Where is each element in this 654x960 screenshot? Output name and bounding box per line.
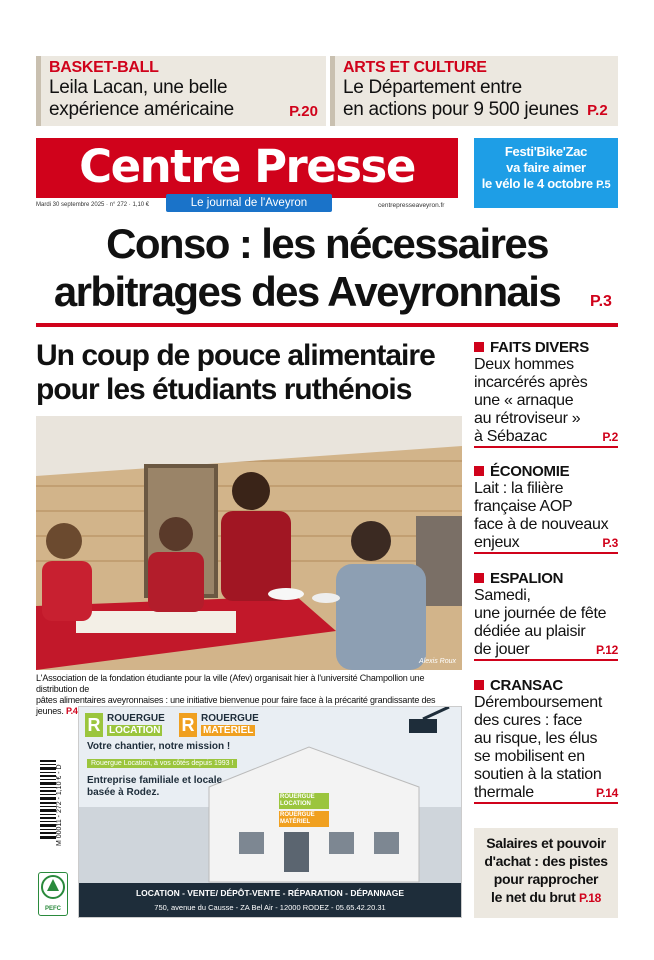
ad-address: 750, avenue du Causse - ZA Bel Air - 12000 RODEZ - 05.65.42.20.31 xyxy=(154,903,386,912)
brief-line: une journée de fête xyxy=(474,605,607,622)
teaser-basket-ball[interactable] xyxy=(36,56,326,126)
photo-illustration xyxy=(36,416,462,670)
brief-line: française AOP xyxy=(474,498,573,515)
salaires-line2: d'achat : des pistes xyxy=(484,853,608,869)
brief-line: une « arnaque xyxy=(474,392,574,409)
brief-line: à Sébazac xyxy=(474,428,547,445)
brief-rule xyxy=(474,659,618,661)
advertisement-rouergue[interactable] xyxy=(78,706,462,918)
teaser-title-line1: Leila Lacan, une belle xyxy=(49,77,228,98)
brief-faits-divers[interactable] xyxy=(474,339,618,448)
edition-date: Mardi 30 septembre 2025 · n° 272 · 1,10 € xyxy=(36,202,150,208)
brief-line: face à de nouveaux xyxy=(474,516,609,533)
brief-page: P.12 xyxy=(596,643,618,657)
caption-page: P.4 xyxy=(65,706,78,716)
pefc-logo-icon xyxy=(38,872,68,916)
lead-photo[interactable] xyxy=(36,416,462,670)
caption-line1: L'Association de la fondation étudiante pour la ville (Afev) organisait hier à l'université Champollion une distribution de xyxy=(36,673,425,694)
ad-brand-materiel: R ROUERGUE MATÉRIEL xyxy=(179,713,275,737)
caption-line2: pâtes alimentaires aveyronnaises : une initiative bienvenue pour faire face à la précarité grandissante des jeunes. xyxy=(36,695,436,716)
brief-line: Lait : la filière xyxy=(474,480,564,497)
brief-line: soutien à la station xyxy=(474,766,602,783)
teaser-salaires[interactable] xyxy=(474,828,618,918)
ad-brand1-line1: ROUERGUE xyxy=(107,713,165,724)
salaires-line4: le net du brut xyxy=(490,889,576,905)
brief-rule xyxy=(474,552,618,554)
barcode-icon xyxy=(40,760,56,840)
brief-line: thermale xyxy=(474,784,534,801)
brief-line: Samedi, xyxy=(474,587,531,604)
headline-line1: Conso : les nécessaires xyxy=(106,220,548,267)
bullet-square-icon xyxy=(474,573,484,583)
ad-sign1: ROUERGUE LOCATION xyxy=(279,793,329,809)
bullet-square-icon xyxy=(474,680,484,690)
main-headline[interactable] xyxy=(36,220,618,316)
brief-line: des cures : face xyxy=(474,712,583,729)
festi-page: P.5 xyxy=(596,179,611,191)
ad-brand2-line1: ROUERGUE xyxy=(201,713,259,724)
bullet-square-icon xyxy=(474,342,484,352)
ad-background xyxy=(79,707,462,918)
website-link[interactable]: centrepresseaveyron.fr xyxy=(378,202,445,209)
brief-line: dédiée au plaisir xyxy=(474,623,586,640)
brief-espalion[interactable] xyxy=(474,570,618,661)
salaires-line3: pour rapprocher xyxy=(493,871,599,887)
ad-brand-location: R ROUERGUE LOCATION xyxy=(85,713,175,737)
teaser-kicker: BASKET-BALL xyxy=(49,59,159,76)
brief-rule xyxy=(474,802,618,804)
festi-line3: le vélo le 4 octobre xyxy=(481,176,593,191)
ad-brand2-line2: MATÉRIEL xyxy=(203,725,254,736)
brief-kicker: CRANSAC xyxy=(490,677,563,694)
brief-rule xyxy=(474,446,618,448)
brief-cransac[interactable] xyxy=(474,677,618,804)
teaser-arts-culture[interactable] xyxy=(330,56,618,126)
salaires-line1: Salaires et pouvoir xyxy=(486,835,606,851)
festi-line1: Festi'Bike'Zac xyxy=(504,144,588,159)
ad-brand1-line2: LOCATION xyxy=(109,725,161,736)
brief-line: au risque, les élus xyxy=(474,730,598,747)
brief-kicker: ESPALION xyxy=(490,570,564,587)
brief-kicker: FAITS DIVERS xyxy=(490,339,589,356)
brief-line: au rétroviseur » xyxy=(474,410,581,427)
brief-line: se mobilisent en xyxy=(474,748,585,765)
barcode-number: M 00011 - 272 - 1,10 € - D xyxy=(56,764,63,846)
teaser-title-line1: Le Département entre xyxy=(343,77,522,98)
lead-line2: pour les étudiants ruthénois xyxy=(36,373,412,406)
brief-line: de jouer xyxy=(474,641,530,658)
lead-line1: Un coup de pouce alimentaire xyxy=(36,339,435,372)
lead-headline[interactable] xyxy=(36,339,466,407)
teaser-kicker: ARTS ET CULTURE xyxy=(343,59,487,76)
ad-tagline2: basée à Rodez. xyxy=(87,787,160,798)
teaser-page: P.2 xyxy=(587,102,608,119)
headline-page: P.3 xyxy=(590,293,612,310)
teaser-title-line2: expérience américaine xyxy=(49,99,234,120)
brief-line: incarcérés après xyxy=(474,374,588,391)
salaires-page: P.18 xyxy=(579,891,601,905)
pefc-tree-icon xyxy=(39,873,67,901)
masthead-logo[interactable] xyxy=(36,138,458,198)
brief-economie[interactable] xyxy=(474,463,618,554)
brief-page: P.14 xyxy=(596,786,618,800)
bullet-square-icon xyxy=(474,466,484,476)
brief-line: Deux hommes xyxy=(474,356,574,373)
headline-line2: arbitrages des Aveyronnais xyxy=(53,268,561,315)
pefc-label: PEFC xyxy=(44,906,61,912)
masthead-title: Centre Presse xyxy=(79,140,415,193)
headline-divider xyxy=(36,323,618,327)
festi-line2: va faire aimer xyxy=(506,160,586,175)
ad-since: Rouergue Location, à vos côtés depuis 1993 ! xyxy=(87,759,237,768)
brief-kicker: ÉCONOMIE xyxy=(490,463,570,480)
brief-line: enjeux xyxy=(474,534,520,551)
festi-bike-teaser[interactable] xyxy=(474,138,618,208)
ad-services: LOCATION - VENTE/ DÉPÔT-VENTE - RÉPARATION - DÉPANNAGE xyxy=(135,888,405,898)
photo-credit: Alexis Roux xyxy=(419,658,456,665)
masthead-subtitle: Le journal de l'Aveyron xyxy=(166,194,332,212)
teaser-title-line2: en actions pour 9 500 jeunes xyxy=(343,99,579,120)
ad-sign2: ROUERGUE MATÉRIEL xyxy=(279,811,329,827)
brief-page: P.2 xyxy=(602,430,618,444)
brief-page: P.3 xyxy=(602,536,618,550)
teaser-page: P.20 xyxy=(289,103,318,120)
ad-tagline1: Entreprise familiale et locale xyxy=(87,775,223,786)
brief-line: Déremboursement xyxy=(474,694,603,711)
ad-slogan: Votre chantier, notre mission ! xyxy=(87,741,231,752)
